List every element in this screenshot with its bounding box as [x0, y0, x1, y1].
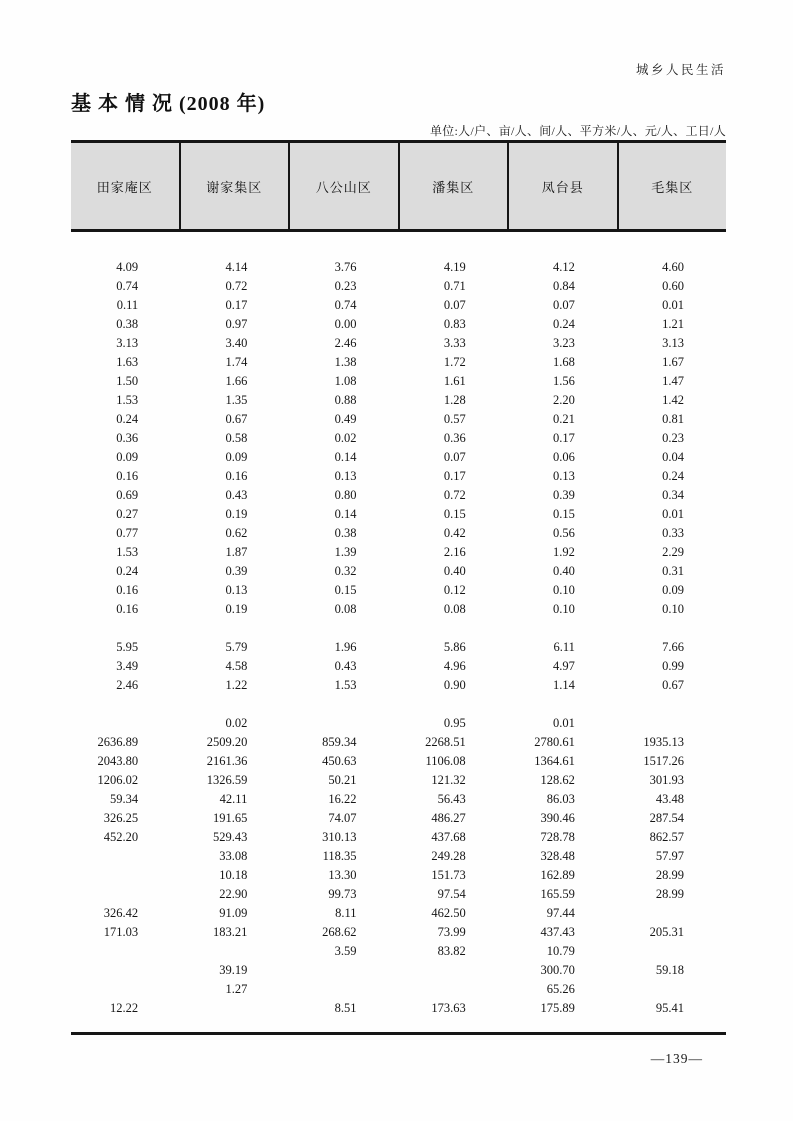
table-cell: 0.09	[116, 450, 139, 464]
table-row	[71, 391, 726, 410]
table-cell: 0.13	[225, 583, 248, 597]
table-cell: 1326.59	[206, 773, 248, 787]
table-row	[71, 353, 726, 372]
table-cell	[71, 847, 180, 866]
table-cell	[180, 695, 289, 714]
table-row	[71, 733, 726, 752]
table-cell: 310.13	[322, 830, 357, 844]
table-header-row	[71, 140, 726, 232]
table-cell: 4.96	[443, 659, 466, 673]
table-cell	[617, 714, 726, 733]
table-row	[71, 790, 726, 809]
table-cell: 1.38	[334, 355, 357, 369]
table-cell: 1.42	[662, 393, 685, 407]
table-cell: 0.16	[116, 583, 139, 597]
table-cell: 0.42	[443, 526, 466, 540]
table-cell: 0.62	[225, 526, 248, 540]
table-cell: 57.97	[655, 849, 685, 863]
table-cell: 3.76	[334, 260, 357, 274]
table-cell: 0.99	[662, 659, 685, 673]
table-cell: 128.62	[540, 773, 575, 787]
table-cell: 0.15	[334, 583, 357, 597]
table-cell: 5.86	[443, 640, 466, 654]
table-cell: 0.23	[334, 279, 357, 293]
table-cell: 249.28	[431, 849, 466, 863]
table-cell: 1.68	[552, 355, 575, 369]
table-cell	[508, 695, 617, 714]
table-cell: 287.54	[649, 811, 685, 825]
table-cell: 2509.20	[206, 735, 248, 749]
table-cell: 0.16	[116, 602, 139, 616]
table-cell: 0.33	[662, 526, 685, 540]
table-cell	[289, 961, 398, 980]
table-row	[71, 467, 726, 486]
table-row	[71, 676, 726, 695]
table-cell: 1.53	[334, 678, 357, 692]
table-cell: 1.08	[334, 374, 357, 388]
table-cell: 0.56	[552, 526, 575, 540]
table-row	[71, 657, 726, 676]
table-cell: 0.15	[552, 507, 575, 521]
table-cell: 0.02	[225, 716, 248, 730]
table-cell: 28.99	[655, 887, 685, 901]
table-cell	[71, 866, 180, 885]
table-cell: 1.47	[662, 374, 685, 388]
table-cell: 0.24	[116, 412, 139, 426]
table-cell: 0.95	[443, 716, 466, 730]
column-header: 毛集区	[651, 179, 694, 195]
table-cell: 0.12	[443, 583, 466, 597]
table-cell: 1.72	[443, 355, 466, 369]
table-cell: 56.43	[437, 792, 466, 806]
table-cell	[617, 619, 726, 638]
table-cell: 0.81	[662, 412, 685, 426]
table-cell: 7.66	[662, 640, 685, 654]
table-cell: 0.11	[116, 298, 139, 312]
table-row	[71, 638, 726, 657]
table-row	[71, 847, 726, 866]
table-cell: 0.72	[443, 488, 466, 502]
table-cell: 0.01	[662, 507, 685, 521]
table-cell: 1.35	[225, 393, 248, 407]
table-cell	[617, 980, 726, 999]
table-cell: 3.13	[662, 336, 685, 350]
table-blank-row	[71, 619, 726, 638]
table-cell: 268.62	[322, 925, 357, 939]
table-row	[71, 999, 726, 1018]
table-cell: 0.23	[662, 431, 685, 445]
table-cell: 1935.13	[643, 735, 685, 749]
statistics-table	[71, 140, 726, 1035]
table-cell: 462.50	[431, 906, 466, 920]
table-cell	[71, 695, 180, 714]
table-cell: 326.25	[103, 811, 139, 825]
table-cell: 0.14	[334, 507, 357, 521]
table-cell: 0.10	[662, 602, 685, 616]
table-row	[71, 505, 726, 524]
table-cell: 0.36	[116, 431, 139, 445]
table-cell: 3.13	[116, 336, 139, 350]
table-cell: 1.14	[552, 678, 575, 692]
table-cell: 86.03	[546, 792, 575, 806]
table-cell: 0.07	[552, 298, 575, 312]
table-cell: 43.48	[655, 792, 685, 806]
table-cell: 0.38	[334, 526, 357, 540]
table-cell: 0.36	[443, 431, 466, 445]
table-cell	[617, 942, 726, 961]
table-row	[71, 961, 726, 980]
table-cell: 0.10	[552, 583, 575, 597]
table-cell: 65.26	[546, 982, 575, 996]
table-cell: 3.49	[116, 659, 139, 673]
table-cell: 42.11	[219, 792, 248, 806]
table-cell: 437.43	[540, 925, 575, 939]
table-cell: 97.44	[546, 906, 575, 920]
table-cell: 5.95	[116, 640, 139, 654]
table-cell: 8.11	[335, 906, 357, 920]
column-header: 凤台县	[509, 143, 619, 229]
table-cell: 0.17	[443, 469, 466, 483]
table-cell: 1.28	[443, 393, 466, 407]
table-blank-row	[71, 695, 726, 714]
table-cell: 1.87	[225, 545, 248, 559]
table-row	[71, 885, 726, 904]
table-cell: 0.60	[662, 279, 685, 293]
table-cell: 0.24	[662, 469, 685, 483]
table-row	[71, 486, 726, 505]
table-row	[71, 904, 726, 923]
table-cell: 12.22	[110, 1001, 139, 1015]
table-cell: 0.72	[225, 279, 248, 293]
table-cell: 0.74	[334, 298, 357, 312]
table-cell	[399, 619, 508, 638]
table-cell: 118.35	[322, 849, 357, 863]
table-cell: 859.34	[322, 735, 357, 749]
table-row	[71, 334, 726, 353]
table-cell: 3.33	[443, 336, 466, 350]
table-cell	[180, 999, 289, 1018]
table-cell: 0.32	[334, 564, 357, 578]
table-cell: 3.23	[552, 336, 575, 350]
table-cell	[289, 714, 398, 733]
table-cell: 0.27	[116, 507, 139, 521]
table-cell: 0.88	[334, 393, 357, 407]
table-cell	[180, 942, 289, 961]
table-cell: 1.67	[662, 355, 685, 369]
table-cell: 2.29	[662, 545, 685, 559]
table-cell: 2636.89	[97, 735, 139, 749]
table-row	[71, 809, 726, 828]
table-cell	[71, 714, 180, 733]
table-cell: 0.00	[334, 317, 357, 331]
table-cell: 1.56	[552, 374, 575, 388]
table-cell: 0.43	[225, 488, 248, 502]
table-cell: 0.31	[662, 564, 685, 578]
table-cell: 0.14	[334, 450, 357, 464]
table-cell: 16.22	[328, 792, 357, 806]
table-cell: 1.22	[225, 678, 248, 692]
table-row	[71, 600, 726, 619]
table-cell: 162.89	[540, 868, 575, 882]
table-cell: 4.60	[662, 260, 685, 274]
table-row	[71, 771, 726, 790]
table-row	[71, 543, 726, 562]
table-cell: 4.09	[116, 260, 139, 274]
table-cell: 6.11	[553, 640, 575, 654]
table-row	[71, 714, 726, 733]
table-cell	[71, 619, 180, 638]
table-cell: 1206.02	[97, 773, 139, 787]
table-cell: 0.39	[225, 564, 248, 578]
table-cell: 0.43	[334, 659, 357, 673]
table-cell: 4.14	[225, 260, 248, 274]
table-cell: 1.66	[225, 374, 248, 388]
table-cell: 10.18	[219, 868, 248, 882]
table-cell: 165.59	[540, 887, 575, 901]
table-cell: 0.24	[116, 564, 139, 578]
table-cell: 3.59	[334, 944, 357, 958]
table-cell	[71, 942, 180, 961]
table-cell	[71, 980, 180, 999]
table-cell	[399, 961, 508, 980]
table-cell: 13.30	[328, 868, 357, 882]
table-cell	[180, 619, 289, 638]
table-cell: 173.63	[431, 1001, 466, 1015]
table-cell: 8.51	[334, 1001, 357, 1015]
table-cell: 5.79	[225, 640, 248, 654]
table-cell: 0.90	[443, 678, 466, 692]
table-cell: 4.19	[443, 260, 466, 274]
table-cell: 0.08	[443, 602, 466, 616]
table-cell: 0.07	[443, 298, 466, 312]
table-cell: 1517.26	[643, 754, 685, 768]
table-cell	[617, 904, 726, 923]
table-cell: 59.18	[655, 963, 685, 977]
table-cell: 0.34	[662, 488, 685, 502]
page-title: 基 本 情 况 (2008 年)	[71, 93, 266, 115]
column-header: 谢家集区	[181, 143, 291, 229]
table-row	[71, 562, 726, 581]
table-cell: 0.58	[225, 431, 248, 445]
table-cell: 171.03	[103, 925, 139, 939]
table-row	[71, 752, 726, 771]
table-cell: 22.90	[219, 887, 248, 901]
table-cell: 1364.61	[534, 754, 575, 768]
table-cell: 2161.36	[206, 754, 248, 768]
table-cell: 862.57	[649, 830, 685, 844]
table-cell: 0.38	[116, 317, 139, 331]
table-cell: 0.09	[662, 583, 685, 597]
table-cell: 191.65	[212, 811, 248, 825]
table-cell: 0.15	[443, 507, 466, 521]
table-cell: 486.27	[431, 811, 466, 825]
table-cell: 0.40	[552, 564, 575, 578]
table-cell: 0.77	[116, 526, 139, 540]
table-row	[71, 581, 726, 600]
unit-note: 单位:人/户、亩/人、间/人、平方米/人、元/人、工日/人	[429, 124, 726, 138]
table-cell: 183.21	[212, 925, 248, 939]
table-cell: 0.74	[116, 279, 139, 293]
table-cell: 4.97	[552, 659, 575, 673]
table-cell: 205.31	[649, 925, 685, 939]
table-cell: 0.13	[552, 469, 575, 483]
table-cell: 1.96	[334, 640, 357, 654]
table-cell: 728.78	[540, 830, 575, 844]
table-cell: 1.92	[552, 545, 575, 559]
table-cell: 0.80	[334, 488, 357, 502]
table-row	[71, 828, 726, 847]
table-cell: 0.19	[225, 602, 248, 616]
table-cell: 0.39	[552, 488, 575, 502]
table-cell: 1.74	[225, 355, 248, 369]
table-cell: 91.09	[219, 906, 248, 920]
table-cell: 0.13	[334, 469, 357, 483]
table-cell: 4.12	[552, 260, 575, 274]
table-row	[71, 923, 726, 942]
table-cell: 0.02	[334, 431, 357, 445]
table-cell: 0.21	[552, 412, 575, 426]
table-cell: 0.67	[225, 412, 248, 426]
table-cell: 39.19	[219, 963, 248, 977]
table-row	[71, 524, 726, 543]
table-cell: 452.20	[103, 830, 139, 844]
table-cell: 0.84	[552, 279, 575, 293]
table-cell: 1.50	[116, 374, 139, 388]
table-cell: 3.40	[225, 336, 248, 350]
table-cell	[399, 980, 508, 999]
table-cell	[289, 980, 398, 999]
table-cell: 59.34	[110, 792, 139, 806]
table-row	[71, 980, 726, 999]
table-cell: 2.46	[334, 336, 357, 350]
table-cell: 390.46	[540, 811, 575, 825]
table-cell: 300.70	[540, 963, 575, 977]
table-cell: 74.07	[328, 811, 357, 825]
table-cell: 0.71	[443, 279, 466, 293]
page-number: —139—	[650, 1051, 703, 1066]
table-cell: 0.97	[225, 317, 248, 331]
table-cell: 0.04	[662, 450, 685, 464]
table-cell: 2.46	[116, 678, 139, 692]
table-cell: 326.42	[103, 906, 139, 920]
table-cell: 1106.08	[425, 754, 466, 768]
table-cell: 2.16	[443, 545, 466, 559]
table-cell: 0.06	[552, 450, 575, 464]
table-cell: 0.09	[225, 450, 248, 464]
table-cell: 1.39	[334, 545, 357, 559]
table-cell: 0.24	[552, 317, 575, 331]
table-cell: 95.41	[655, 1001, 685, 1015]
table-cell: 0.49	[334, 412, 357, 426]
table-cell: 151.73	[431, 868, 466, 882]
table-cell: 1.61	[443, 374, 466, 388]
table-cell: 529.43	[212, 830, 248, 844]
running-header: 城乡人民生活	[635, 63, 726, 77]
table-cell: 121.32	[431, 773, 466, 787]
table-cell: 2268.51	[425, 735, 466, 749]
column-header: 潘集区	[400, 143, 510, 229]
table-cell: 301.93	[649, 773, 685, 787]
table-cell: 73.99	[437, 925, 466, 939]
table-cell: 2780.61	[534, 735, 575, 749]
table-cell: 175.89	[540, 1001, 575, 1015]
table-cell: 4.58	[225, 659, 248, 673]
table-cell: 83.82	[437, 944, 466, 958]
table-cell: 0.69	[116, 488, 139, 502]
column-header: 八公山区	[290, 143, 400, 229]
table-cell: 1.53	[116, 545, 139, 559]
table-cell: 0.17	[225, 298, 248, 312]
table-cell: 97.54	[437, 887, 466, 901]
table-row	[71, 372, 726, 391]
table-cell: 0.17	[552, 431, 575, 445]
table-cell: 50.21	[328, 773, 357, 787]
table-cell: 0.01	[552, 716, 575, 730]
table-cell: 328.48	[540, 849, 575, 863]
table-cell	[617, 695, 726, 714]
table-cell	[71, 885, 180, 904]
table-cell: 0.07	[443, 450, 466, 464]
table-cell: 0.01	[662, 298, 685, 312]
table-body	[71, 232, 726, 1035]
table-row	[71, 866, 726, 885]
table-cell: 2.20	[552, 393, 575, 407]
table-cell: 0.40	[443, 564, 466, 578]
table-cell: 0.57	[443, 412, 466, 426]
table-cell: 2043.80	[97, 754, 139, 768]
table-cell: 28.99	[655, 868, 685, 882]
table-cell	[71, 961, 180, 980]
table-cell	[289, 619, 398, 638]
table-cell: 0.16	[225, 469, 248, 483]
table-cell: 1.53	[116, 393, 139, 407]
table-cell	[399, 695, 508, 714]
table-row	[71, 942, 726, 961]
column-header: 田家庵区	[71, 143, 181, 229]
table-cell: 10.79	[546, 944, 575, 958]
table-cell	[289, 695, 398, 714]
table-cell: 0.19	[225, 507, 248, 521]
table-cell: 33.08	[219, 849, 248, 863]
table-cell: 1.27	[225, 982, 248, 996]
table-cell	[508, 619, 617, 638]
table-cell: 450.63	[322, 754, 357, 768]
table-cell: 0.08	[334, 602, 357, 616]
table-row	[71, 448, 726, 467]
table-cell: 1.21	[662, 317, 685, 331]
table-row	[71, 429, 726, 448]
table-cell: 1.63	[116, 355, 139, 369]
table-row	[71, 410, 726, 429]
table-cell: 0.67	[662, 678, 685, 692]
table-cell: 0.10	[552, 602, 575, 616]
table-row	[71, 258, 726, 277]
table-cell: 0.83	[443, 317, 466, 331]
table-cell: 0.16	[116, 469, 139, 483]
table-row	[71, 296, 726, 315]
table-row	[71, 277, 726, 296]
table-cell: 99.73	[328, 887, 357, 901]
table-cell: 437.68	[431, 830, 466, 844]
table-row	[71, 315, 726, 334]
